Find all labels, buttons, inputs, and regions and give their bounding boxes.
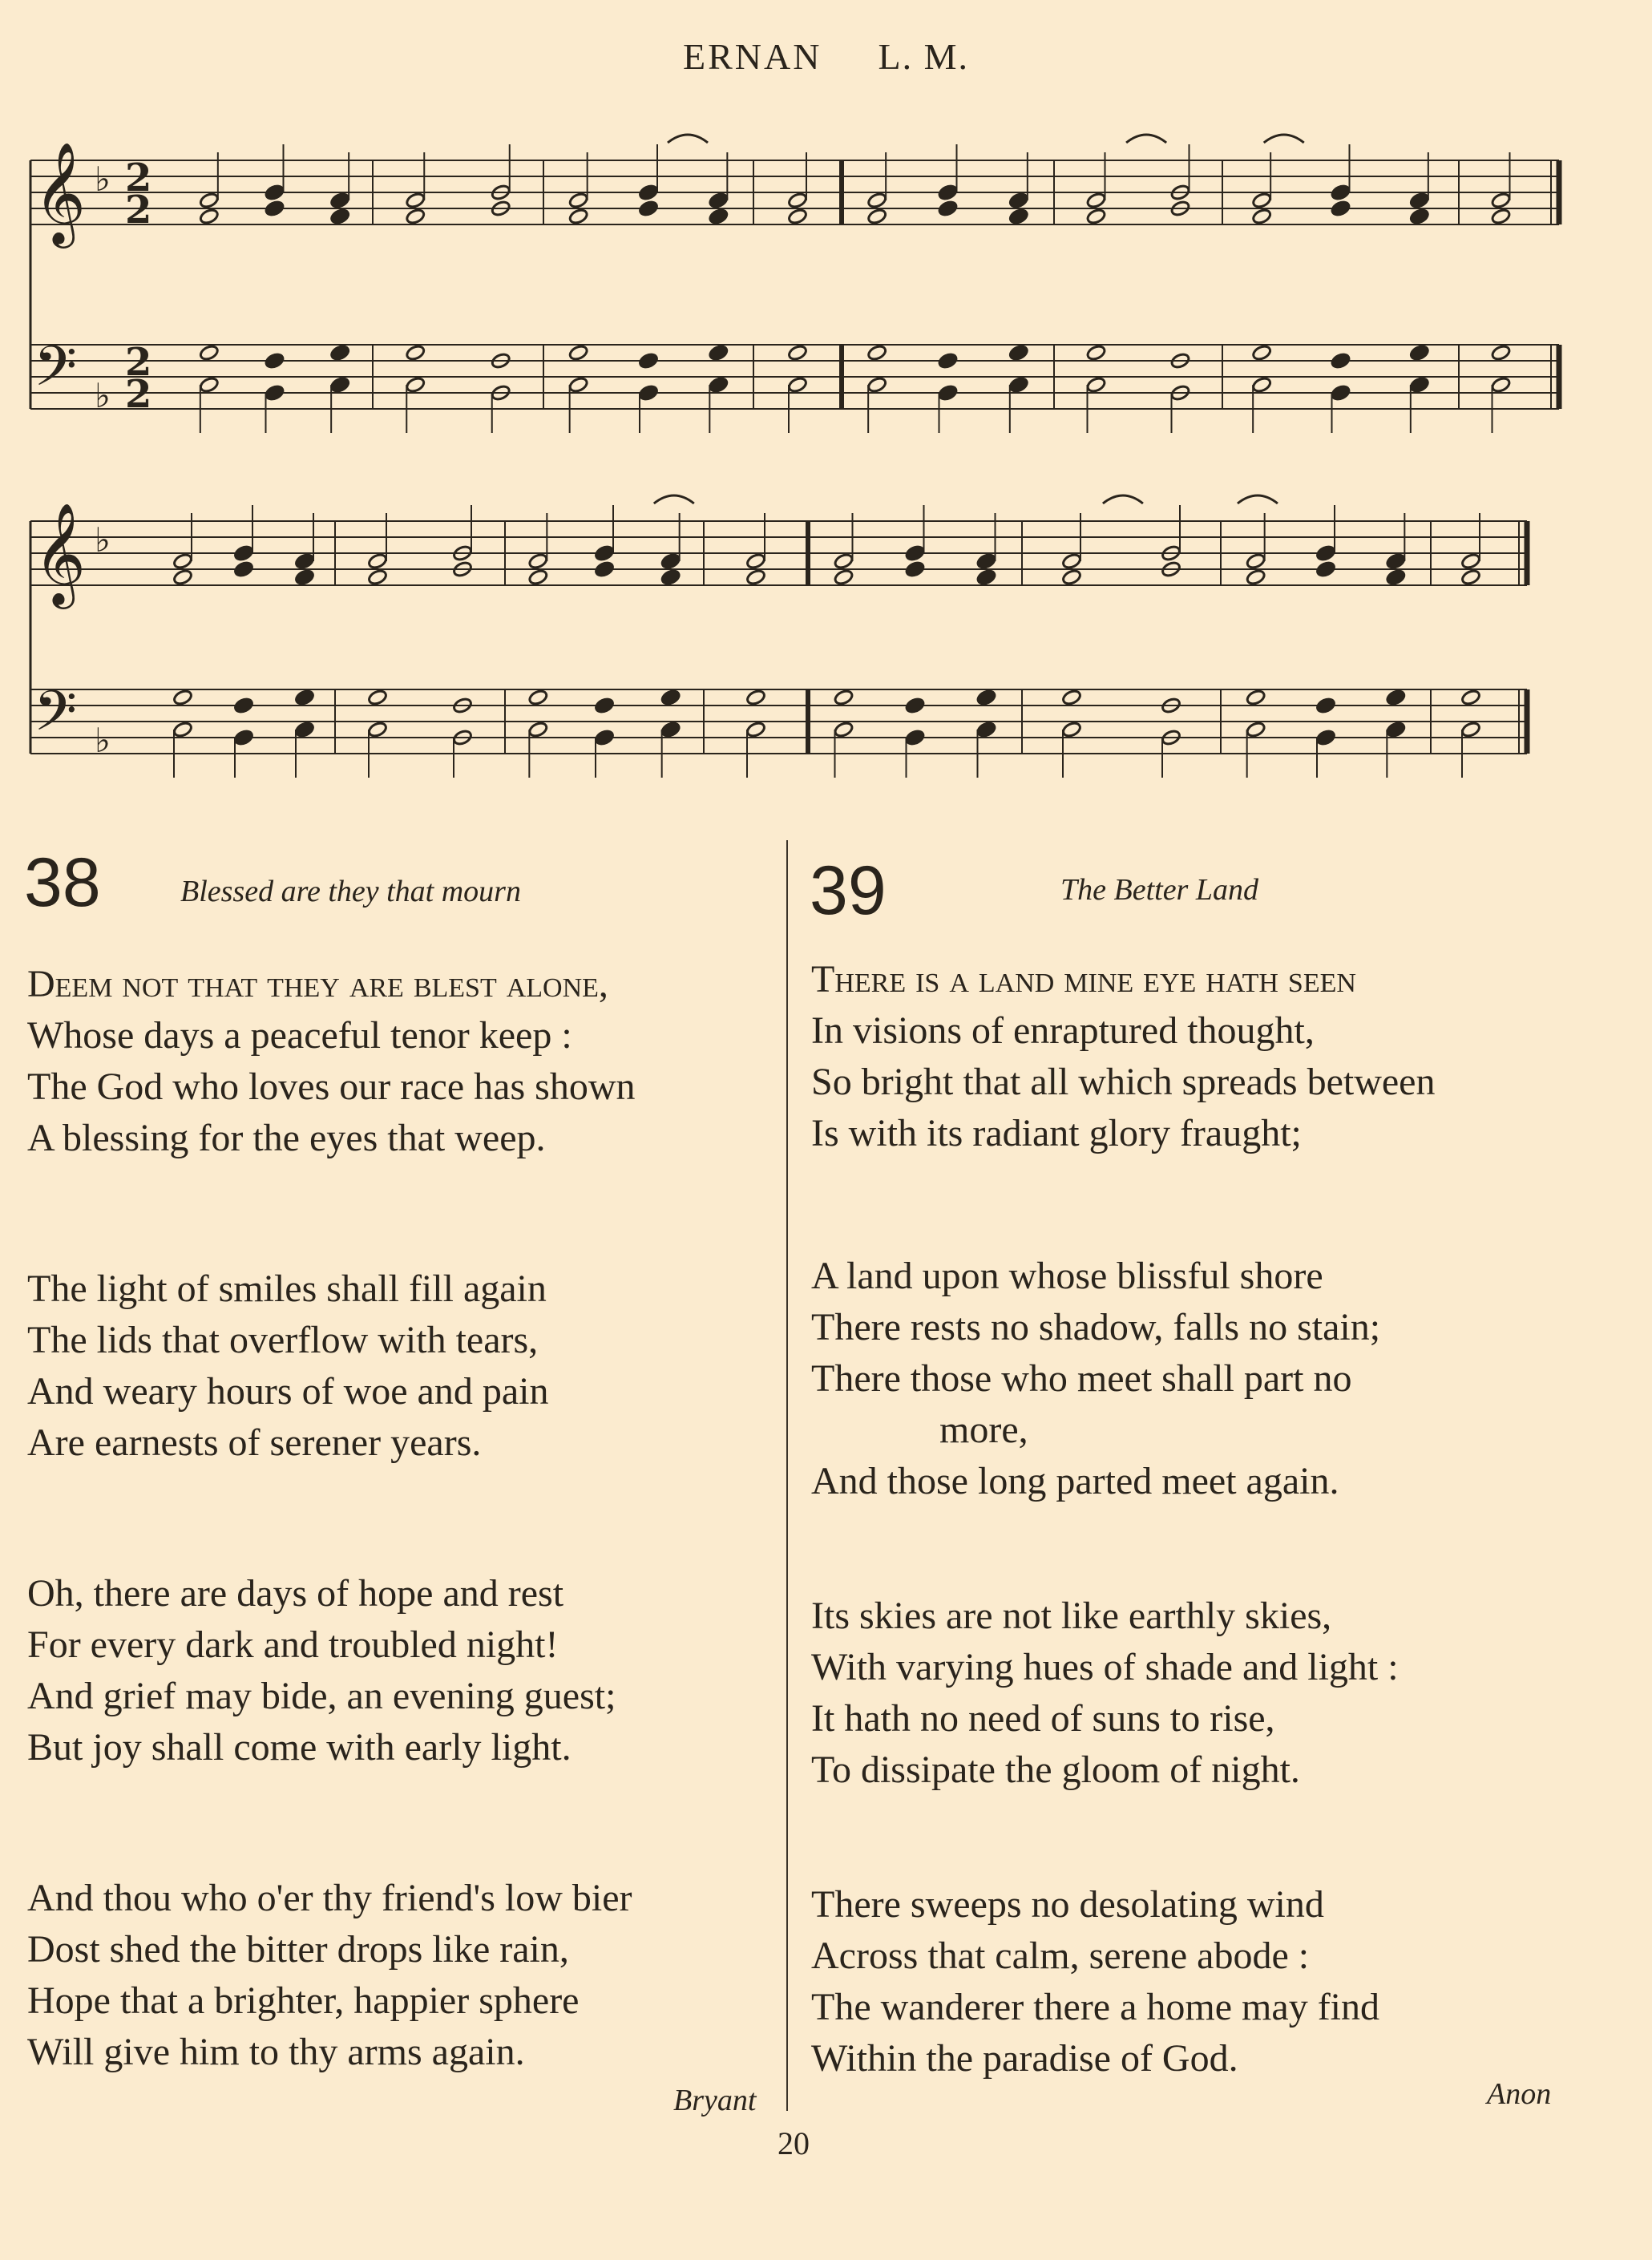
note-head <box>660 721 681 738</box>
note-head <box>367 689 388 706</box>
note-head <box>638 184 659 201</box>
note-head <box>265 352 285 370</box>
note-head <box>938 384 959 402</box>
note-head <box>866 344 887 362</box>
time-signature: 2 <box>125 340 152 385</box>
hymn-38-stanza-3 <box>27 1568 616 1773</box>
note-head <box>1061 689 1082 706</box>
hymn-38-title: Blessed are they that mourn <box>180 875 521 908</box>
note-head <box>294 552 315 570</box>
note-head <box>1086 344 1107 362</box>
note-head <box>233 729 254 746</box>
stanza-line: In visions of enraptured thought, <box>811 1009 1315 1052</box>
stanza-line: Dost shed the bitter drops like rain, <box>27 1928 569 1971</box>
stanza-line: Its skies are not like earthly skies, <box>811 1595 1332 1637</box>
stanza-line: The lids that overflow with tears, <box>27 1319 539 1361</box>
note-head <box>1061 568 1082 586</box>
note-head <box>905 697 926 714</box>
stanza-line: Is with its radiant glory fraught; <box>811 1112 1302 1154</box>
hymn-39-stanza-3 <box>811 1591 1399 1796</box>
note-head <box>1008 344 1029 362</box>
note-head <box>1315 560 1336 578</box>
note-head <box>834 689 854 706</box>
stanza-line: Oh, there are days of hope and rest <box>27 1572 564 1615</box>
note-head <box>527 552 548 570</box>
note-head <box>172 552 193 570</box>
note-head <box>638 352 659 370</box>
note-head <box>527 721 548 738</box>
hymn-38-stanza-2 <box>27 1263 548 1469</box>
note-head <box>1251 376 1272 394</box>
note-head <box>1491 192 1512 209</box>
note-head <box>866 376 887 394</box>
time-signature: 2 <box>125 156 152 200</box>
note-head <box>1385 552 1406 570</box>
note-head <box>1315 544 1336 562</box>
tune-meter: L. M. <box>878 36 969 77</box>
hymn-38-number: 38 <box>24 844 101 921</box>
note-head <box>405 208 426 225</box>
stanza-line: Whose days a peaceful tenor keep : <box>27 1014 572 1057</box>
note-head <box>594 697 615 714</box>
slur <box>654 495 694 503</box>
note-head <box>745 689 766 706</box>
stanza-line: Within the paradise of God. <box>811 2037 1238 2080</box>
hymn-39-stanza-2 <box>811 1251 1380 1507</box>
note-head <box>1460 689 1481 706</box>
note-head <box>834 568 854 586</box>
note-head <box>568 192 589 209</box>
note-head <box>708 376 729 394</box>
note-head <box>1331 384 1351 402</box>
note-head <box>866 192 887 209</box>
note-head <box>294 721 315 738</box>
stanza-line: The wanderer there a home may find <box>811 1986 1380 2028</box>
stanza-line: And thou who o'er thy friend's low bier <box>27 1877 632 1919</box>
music-score <box>0 0 1652 802</box>
hymn-38-stanza-4 <box>27 1873 632 2078</box>
note-head <box>1008 208 1029 225</box>
note-head <box>1460 721 1481 738</box>
flat-sign: ♭ <box>95 160 111 199</box>
note-head <box>787 192 808 209</box>
note-head <box>233 697 254 714</box>
stanza-line: For every dark and troubled night! <box>27 1623 559 1666</box>
stanza-line: And weary hours of woe and pain <box>27 1370 549 1413</box>
note-head <box>1086 208 1107 225</box>
note-head <box>199 376 220 394</box>
note-head <box>1331 352 1351 370</box>
hymn-39-title: The Better Land <box>1060 873 1258 907</box>
hymn-38-stanza-1 <box>27 959 635 1164</box>
note-head <box>834 552 854 570</box>
note-head <box>1251 208 1272 225</box>
note-head <box>1409 376 1430 394</box>
note-head <box>976 552 997 570</box>
stanza-line-continuation: more, <box>939 1409 1028 1451</box>
note-head <box>199 344 220 362</box>
note-head <box>1061 552 1082 570</box>
note-head <box>787 376 808 394</box>
hymn-39-stanza-1 <box>811 954 1435 1159</box>
time-signature: 2 <box>125 372 152 417</box>
stanza-line: And those long parted meet again. <box>811 1460 1339 1502</box>
stanza-line: Will give him to thy arms again. <box>27 2031 525 2073</box>
note-head <box>405 192 426 209</box>
stanza-line-text: There is a land mine eye hath seen <box>811 958 1356 1001</box>
stanza-line: The God who loves our race has shown <box>27 1065 636 1108</box>
note-head <box>594 560 615 578</box>
note-head <box>172 689 193 706</box>
note-head <box>1086 192 1107 209</box>
note-head <box>938 352 959 370</box>
note-head <box>1315 697 1336 714</box>
note-head <box>199 208 220 225</box>
note-head <box>638 200 659 217</box>
note-head <box>1491 376 1512 394</box>
stanza-line: Are earnests of serener years. <box>27 1421 482 1464</box>
note-head <box>233 544 254 562</box>
note-head <box>1331 184 1351 201</box>
note-head <box>660 689 681 706</box>
time-signature: 2 <box>125 188 152 232</box>
note-head <box>265 384 285 402</box>
note-head <box>905 544 926 562</box>
hymn-39-number: 39 <box>810 852 887 929</box>
note-head <box>172 721 193 738</box>
note-head <box>1385 568 1406 586</box>
note-head <box>1251 344 1272 362</box>
note-head <box>1409 344 1430 362</box>
note-head <box>294 689 315 706</box>
stanza-line: It hath no need of suns to rise, <box>811 1697 1275 1740</box>
stanza-line: But joy shall come with early light. <box>27 1726 572 1769</box>
stanza-line: There sweeps no desolating wind <box>811 1883 1324 1926</box>
note-head <box>1331 200 1351 217</box>
stanza-line: Across that calm, serene abode : <box>811 1935 1310 1977</box>
note-head <box>866 208 887 225</box>
note-head <box>1385 721 1406 738</box>
note-head <box>367 552 388 570</box>
note-head <box>1086 376 1107 394</box>
note-head <box>1315 729 1336 746</box>
note-head <box>1008 192 1029 209</box>
hymn-38-author: Bryant <box>673 2084 757 2117</box>
note-head <box>660 568 681 586</box>
note-head <box>1008 376 1029 394</box>
note-head <box>745 568 766 586</box>
note-head <box>172 568 193 586</box>
note-head <box>1409 192 1430 209</box>
stanza-line: To dissipate the gloom of night. <box>811 1749 1300 1791</box>
note-head <box>938 184 959 201</box>
note-head <box>329 208 350 225</box>
note-head <box>594 729 615 746</box>
note-head <box>594 544 615 562</box>
stanza-line: And grief may bide, an evening guest; <box>27 1675 616 1717</box>
note-head <box>708 344 729 362</box>
stanza-line: There those who meet shall part no <box>811 1357 1352 1400</box>
note-head <box>1246 721 1266 738</box>
note-head <box>199 192 220 209</box>
note-head <box>1491 344 1512 362</box>
note-head <box>367 721 388 738</box>
flat-sign: ♭ <box>95 721 111 760</box>
slur <box>1264 135 1304 143</box>
hymn-39-author: Anon <box>1487 2077 1552 2111</box>
note-head <box>905 729 926 746</box>
note-head <box>568 208 589 225</box>
note-head <box>1246 552 1266 570</box>
note-head <box>265 184 285 201</box>
note-head <box>976 689 997 706</box>
tune-name: ERNAN <box>683 36 822 77</box>
note-head <box>660 552 681 570</box>
note-head <box>745 552 766 570</box>
stanza-line: A land upon whose blissful shore <box>811 1255 1323 1297</box>
note-head <box>294 568 315 586</box>
note-head <box>1460 552 1481 570</box>
note-head <box>1246 568 1266 586</box>
note-head <box>405 376 426 394</box>
note-head <box>905 560 926 578</box>
note-head <box>1061 721 1082 738</box>
note-head <box>568 344 589 362</box>
note-head <box>329 192 350 209</box>
note-head <box>708 192 729 209</box>
flat-sign: ♭ <box>95 376 111 415</box>
slur <box>1238 495 1278 503</box>
note-head <box>938 200 959 217</box>
note-head <box>708 208 729 225</box>
hymn-39-stanza-4 <box>811 1879 1379 2084</box>
note-head <box>527 568 548 586</box>
note-head <box>1251 192 1272 209</box>
note-head <box>1409 208 1430 225</box>
slur <box>668 135 708 143</box>
note-head <box>329 376 350 394</box>
stanza-line-text: Deem not that they are blest alone, <box>27 963 608 1005</box>
stanza-line: With varying hues of shade and light : <box>811 1646 1399 1688</box>
slur <box>1103 495 1143 503</box>
stanza-line: Hope that a brighter, happier sphere <box>27 1979 580 2022</box>
note-head <box>405 344 426 362</box>
note-head <box>787 344 808 362</box>
note-head <box>745 721 766 738</box>
note-head <box>1385 689 1406 706</box>
note-head <box>976 568 997 586</box>
note-head <box>834 721 854 738</box>
stanza-line: A blessing for the eyes that weep. <box>27 1117 546 1159</box>
note-head <box>1491 208 1512 225</box>
note-head <box>568 376 589 394</box>
column-divider <box>786 840 788 2111</box>
note-head <box>787 208 808 225</box>
treble-clef: 𝄞 <box>34 502 87 604</box>
note-head <box>367 568 388 586</box>
bass-clef: 𝄢 <box>34 678 78 757</box>
note-head <box>233 560 254 578</box>
note-head <box>527 689 548 706</box>
treble-clef: 𝄞 <box>34 141 87 244</box>
stanza-line: There rests no shadow, falls no stain; <box>811 1306 1381 1348</box>
bass-clef: 𝄢 <box>34 334 78 412</box>
page-number: 20 <box>778 2125 810 2161</box>
note-head <box>976 721 997 738</box>
stanza-line: The light of smiles shall fill again <box>27 1267 547 1310</box>
stanza-line: So bright that all which spreads between <box>811 1061 1436 1103</box>
note-head <box>638 384 659 402</box>
flat-sign: ♭ <box>95 520 111 560</box>
stanza-line <box>811 954 1435 1005</box>
slur <box>1126 135 1166 143</box>
note-head <box>1246 689 1266 706</box>
note-head <box>1460 568 1481 586</box>
stanza-line <box>27 959 635 1010</box>
note-head <box>265 200 285 217</box>
note-head <box>329 344 350 362</box>
